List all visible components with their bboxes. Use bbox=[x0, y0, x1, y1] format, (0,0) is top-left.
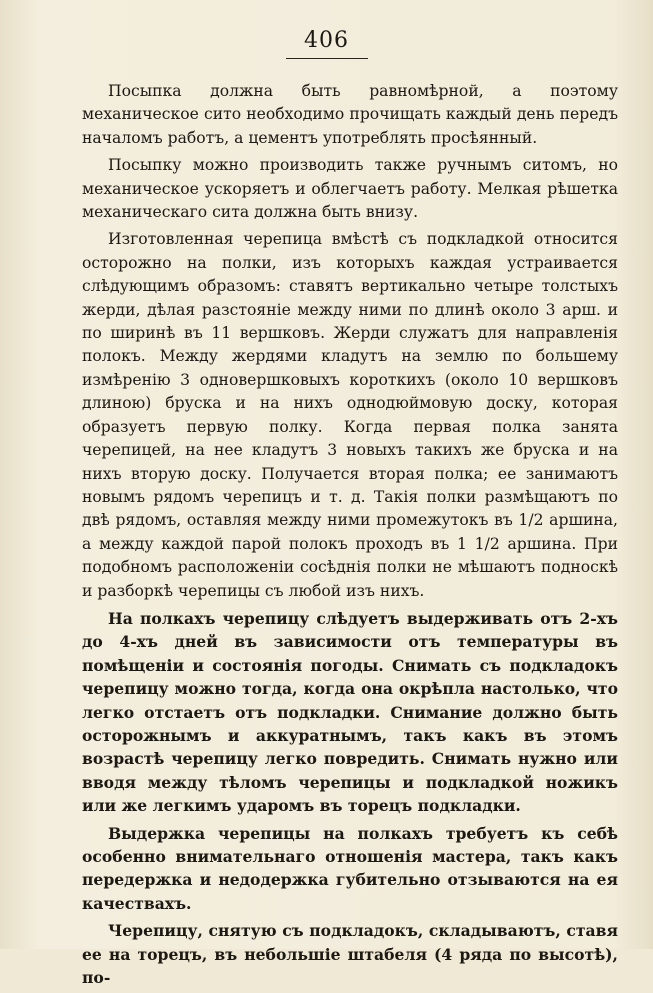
paragraph: Выдержка черепицы на полкахъ требуетъ къ себѣ особенно внимательнаго отношенiя мастера, такъ какъ передержка и недодержка губительно отзываются на ея качествахъ. bbox=[82, 823, 618, 913]
paragraph: Изготовленная черепица вмѣстѣ съ подкладкой относится осторожно на полки, изъ которыхъ каждая устраивается слѣдующимъ образомъ: ставятъ вертикально четыре толстыхъ жерди, дѣлая разстоянiе между ними по длинѣ около 3 арш. и по ширинѣ въ 11 вершковъ. Жерди служатъ для направленiя полокъ. Между жердями кладутъ на землю по большему измѣренiю 3 одновершковыхъ короткихъ (около 10 вершковъ длиною) бруска и на нихъ однодюймовую доску, которая образуетъ первую полку. Когда первая полка занята черепицей, на нее кладутъ 3 новыхъ такихъ же бруска и на нихъ вторую доску. Получается вторая полка; ее занимаютъ новымъ рядомъ черепицъ и т. д. Такiя полки размѣщаютъ по двѣ рядомъ, оставляя между ними промежутокъ въ 1/2 аршина, а между каждой парой полокъ проходъ въ 1 1/2 аршина. При подобномъ расположенiи сосѣднiя полки не мѣшаютъ подноскѣ и разборкѣ черепицы съ любой изъ нихъ. bbox=[82, 230, 618, 600]
page-number: 406 bbox=[304, 28, 349, 53]
paragraph: На полкахъ черепицу слѣдуетъ выдерживать отъ 2-хъ до 4-хъ дней въ зависимости отъ температуры въ помѣщенiи и состоянiя погоды. Снимать съ подкладокъ черепицу можно тогда, когда она окрѣпла настолько, что легко отстаетъ отъ подкладки. Снимание должно быть осторожнымъ и аккуратнымъ, такъ какъ въ этомъ возрастѣ черепицу легко повредить. Снимать нужно или вводя между тѣломъ черепицы и подкладкой ножикъ или же легкимъ ударомъ въ торецъ подкладки. bbox=[82, 608, 618, 816]
paragraph: Посыпка должна быть равномѣрной, а поэтому механическое сито необходимо прочищать каждый день передъ началомъ работъ, а цементъ употреблять просѣянный. bbox=[82, 82, 618, 147]
paragraph: Посыпку можно производить также ручнымъ ситомъ, но механическое ускоряетъ и облегчаетъ работу. Мелкая рѣшетка механическаго сита должна быть внизу. bbox=[82, 156, 618, 222]
page-number-underline bbox=[286, 58, 368, 59]
paragraph: Черепицу, снятую съ подкладокъ, складываютъ, ставя ее на торецъ, въ небольшiе штабеля (4 ряда по высотѣ), по- bbox=[82, 921, 618, 988]
body-text bbox=[82, 80, 618, 993]
